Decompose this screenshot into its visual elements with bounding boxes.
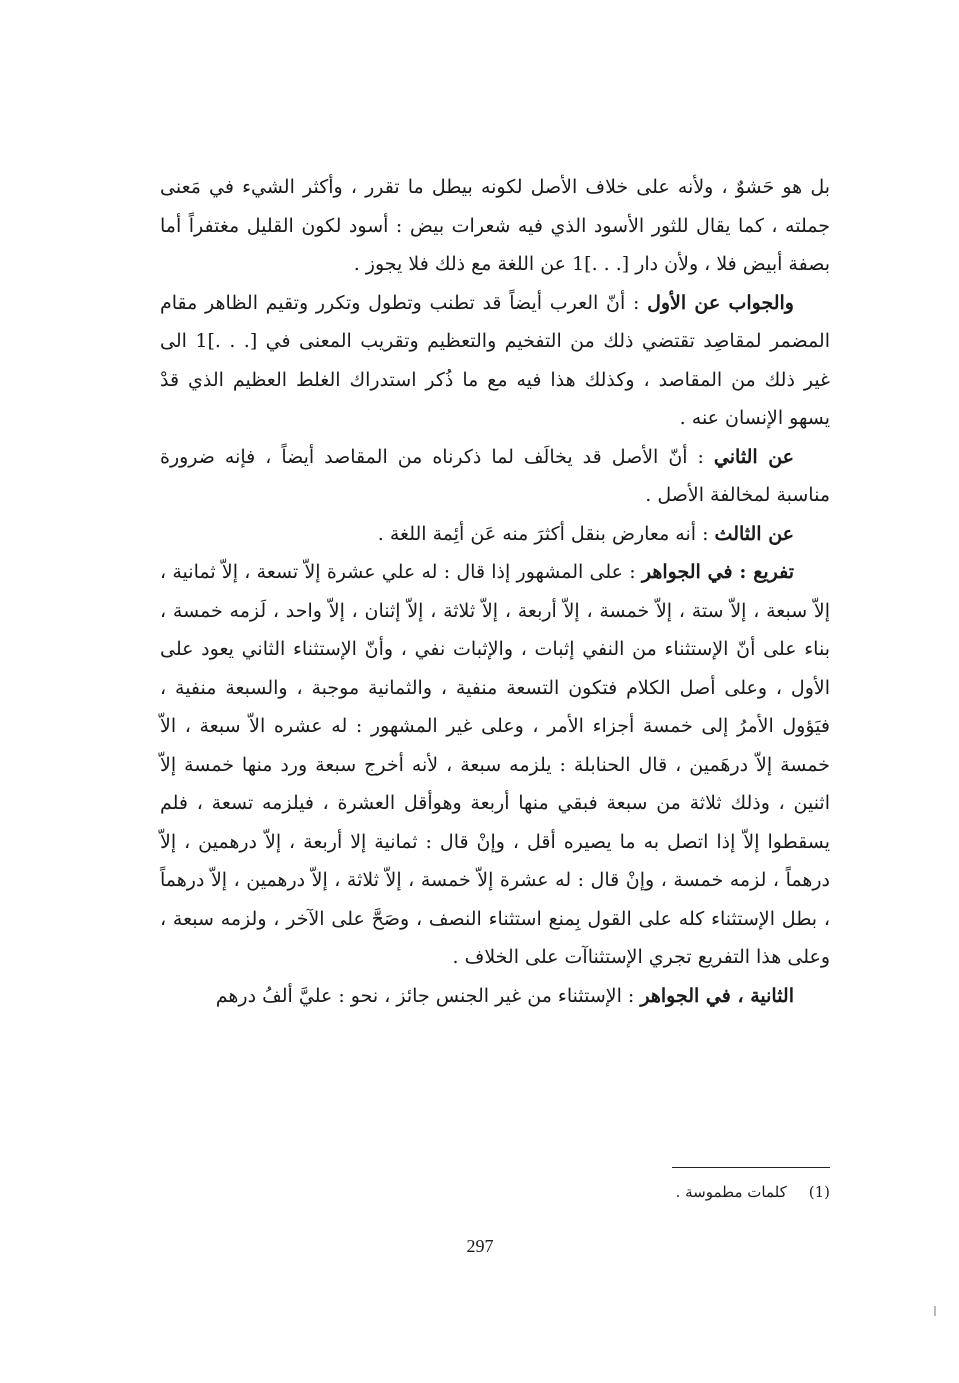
paragraph-3-heading: عن الثاني [713, 445, 794, 468]
paragraph-5-text: : على المشهور إذا قال : له علي عشرة إلاّ تسعة ، إلاّ ثمانية ، إلاّ سبعة ، إلاّ ستة ، إلاّ خمسة ، إلاّ أربعة ، إلاّ ثلاثة ، إلاّ إثنان ، إلاّ واحد ، لَزمه خمسة ، بناء على أنّ الإستثناء من النفي إثبات ، والإثبات نفي ، وأنّ الإستثناء الثاني يعود على الأول ، وعلى أصل الكلام فتكون التسعة منفية ، والثمانية موجبة ، والسبعة منفية ، فيَؤول الأمرُ إلى خمسة أجزاء الأمر ، وعلى غير المشهور : له عشره الاّ سبعة ، الاّ خمسة إلاّ درهَمين ، قال الحنابلة : يلزمه سبعة ، لأنه أخرج سبعة ورد منها خمسة إلاّ اثنين ، وذلك ثلاثة من سبعة فبقي منها أربعة وهوأقل العشرة ، فيلزمه تسعة ، فلم يسقطوا إلاّ إذا اتصل به ما يصيره أقل ، وإنْ قال : ثمانية إلا أربعة ، إلاّ درهمين ، إلاّ درهماً ، لزمه خمسة ، وإنْ قال : له عشرة إلاّ خمسة ، إلاّ ثلاثة ، إلاّ درهمين ، إلاّ درهماً ، بطل الإستثناء كله على القول بِمنع استثناء النصف ، وصَحَّ على الآخر ، ولزمه سبعة ، وعلى هذا التفريع تجري الإستثناآت على الخلاف . [160, 561, 830, 968]
paragraph-2-text: : أنّ العرب أيضاً قد تطنب وتطول وتكرر وتقيم الظاهر مقام المضمر لمقاصِد تقتضي ذلك من التفخيم والتعظيم وتقريب المعنى في [. . .]1 الى غير ذلك من المقاصد ، وكذلك هذا فيه مع ما ذُكر استدراك الغلط العظيم الذي قدْ يسهو الإنسان عنه . [160, 291, 830, 429]
paragraph-3-text: : أنّ الأصل قد يخالَف لما ذكرناه من المقاصد أيضاً ، فإنه ضرورة مناسبة لمخالفة الأصل . [160, 445, 830, 506]
paragraph-6 [160, 977, 830, 1016]
paragraph-6-text: : الإستثناء من غير الجنس جائز ، نحو : عليَّ ألفُ درهم [215, 984, 641, 1007]
paragraph-2-heading: والجواب عن الأول [647, 291, 794, 314]
paragraph-4-text: : أنه معارض بنقل أكثرَ منه عَن أئِمة اللغة . [377, 522, 715, 545]
scan-speck [934, 1306, 936, 1316]
page-number: 297 [466, 1236, 494, 1256]
footnote-number: (1) [808, 1183, 830, 1201]
footnote-divider [672, 1167, 830, 1168]
paragraph-4-heading: عن الثالث [714, 522, 794, 545]
paragraph-2 [160, 284, 830, 438]
paragraph-5-heading: تفريع : في الجواهر [641, 561, 794, 583]
paragraph-6-heading: الثانية ، في الجواهر [640, 984, 794, 1007]
paragraph-3 [160, 438, 830, 515]
footnote [520, 1180, 830, 1204]
paragraph-5 [160, 553, 830, 977]
paragraph-1-text: بل هو حَشوٌ ، ولأنه على خلاف الأصل لكونه بيطل ما تقرر ، وأكثر الشيء في مَعنى جملته ، كما يقال للثور الأسود الذي فيه شعرات بيض : أسود لكون القليل مغتفراً أما بصفة أبيض فلا ، ولأن دار [. . .]1 عن اللغة مع ذلك فلا يجوز . [160, 176, 830, 275]
paragraph-4 [160, 515, 830, 554]
main-text [160, 168, 830, 1015]
footnote-text: كلمات مطموسة . [675, 1183, 787, 1201]
paragraph-1 [160, 168, 830, 284]
